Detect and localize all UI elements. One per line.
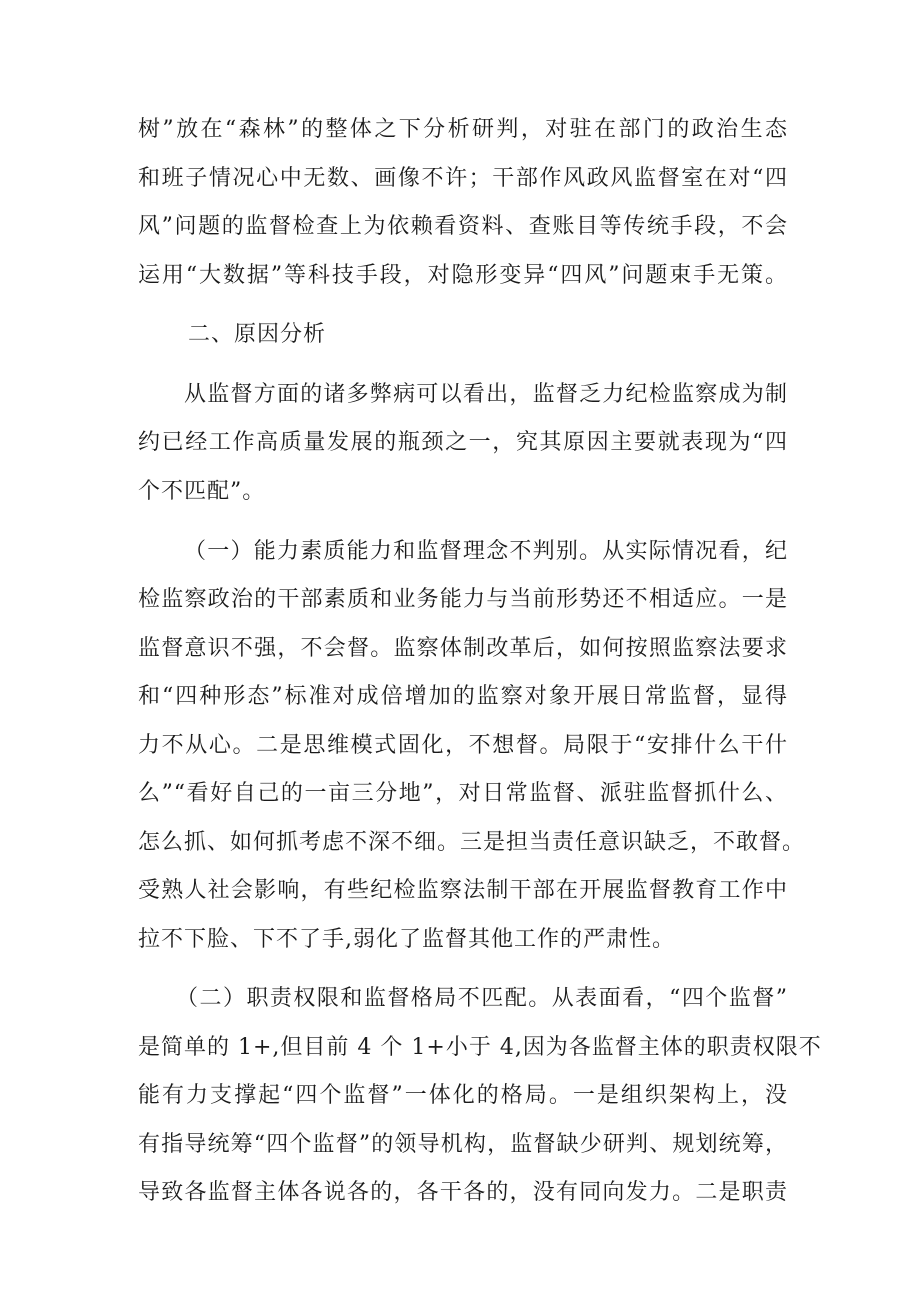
paragraph-first-line: 从监督方面的诸多弊病可以看出，监督乏力纪检监察成为制 xyxy=(184,382,788,407)
text-line: 力不从心。二是思维模式固化，不想督。局限于“安排什么干什 xyxy=(138,733,788,758)
text-line: 风”问题的监督检查上为依赖看资料、查账目等传统手段，不会 xyxy=(138,214,788,239)
text-line: 是简单的 1+,但目前 4 个 1+小于 4,因为各监督主体的职责权限不 xyxy=(138,1035,822,1060)
section-heading: 二、原因分析 xyxy=(188,322,327,347)
text-line: 树”放在“森林”的整体之下分析研判，对驻在部门的政治生态 xyxy=(138,117,788,142)
text-line: 怎么抓、如何抓考虑不深不细。三是担当责任意识缺乏，不敢督。 xyxy=(138,830,806,855)
text-line: 受熟人社会影响，有些纪检监察法制干部在开展监督教育工作中 xyxy=(138,878,788,903)
text-line: 拉不下脸、下不了手,弱化了监督其他工作的严肃性。 xyxy=(138,927,675,952)
text-line: 和班子情况心中无数、画像不许；干部作风政风监督室在对“四 xyxy=(138,166,788,191)
text-line: 能有力支撑起“四个监督”一体化的格局。一是组织架构上，没 xyxy=(138,1083,788,1108)
subheading-line: （一）能力素质能力和监督理念不判别。从实际情况看，纪 xyxy=(184,539,788,564)
text-line: 导致各监督主体各说各的，各干各的，没有同向发力。二是职责 xyxy=(138,1180,788,1205)
text-line: 约已经工作高质量发展的瓶颈之一，究其原因主要就表现为“四 xyxy=(138,430,788,455)
text-line: 和“四种形态”标准对成倍增加的监察对象开展日常监督，显得 xyxy=(138,684,788,709)
text-line: 监督意识不强，不会督。监察体制改革后，如何按照监察法要求 xyxy=(138,636,788,661)
text-line: 有指导统筹“四个监督”的领导机构，监督缺少研判、规划统筹， xyxy=(138,1132,788,1157)
subheading-line: （二）职责权限和监督格局不匹配。从表面看，“四个监督” xyxy=(176,986,788,1011)
text-line: 运用“大数据”等科技手段，对隐形变异“四风”问题束手无策。 xyxy=(138,263,788,288)
text-line: 么”“看好自己的一亩三分地”，对日常监督、派驻监督抓什么、 xyxy=(138,781,788,806)
text-line: 个不匹配”。 xyxy=(138,479,266,504)
text-line: 检监察政治的干部素质和业务能力与当前形势还不相适应。一是 xyxy=(138,587,788,612)
